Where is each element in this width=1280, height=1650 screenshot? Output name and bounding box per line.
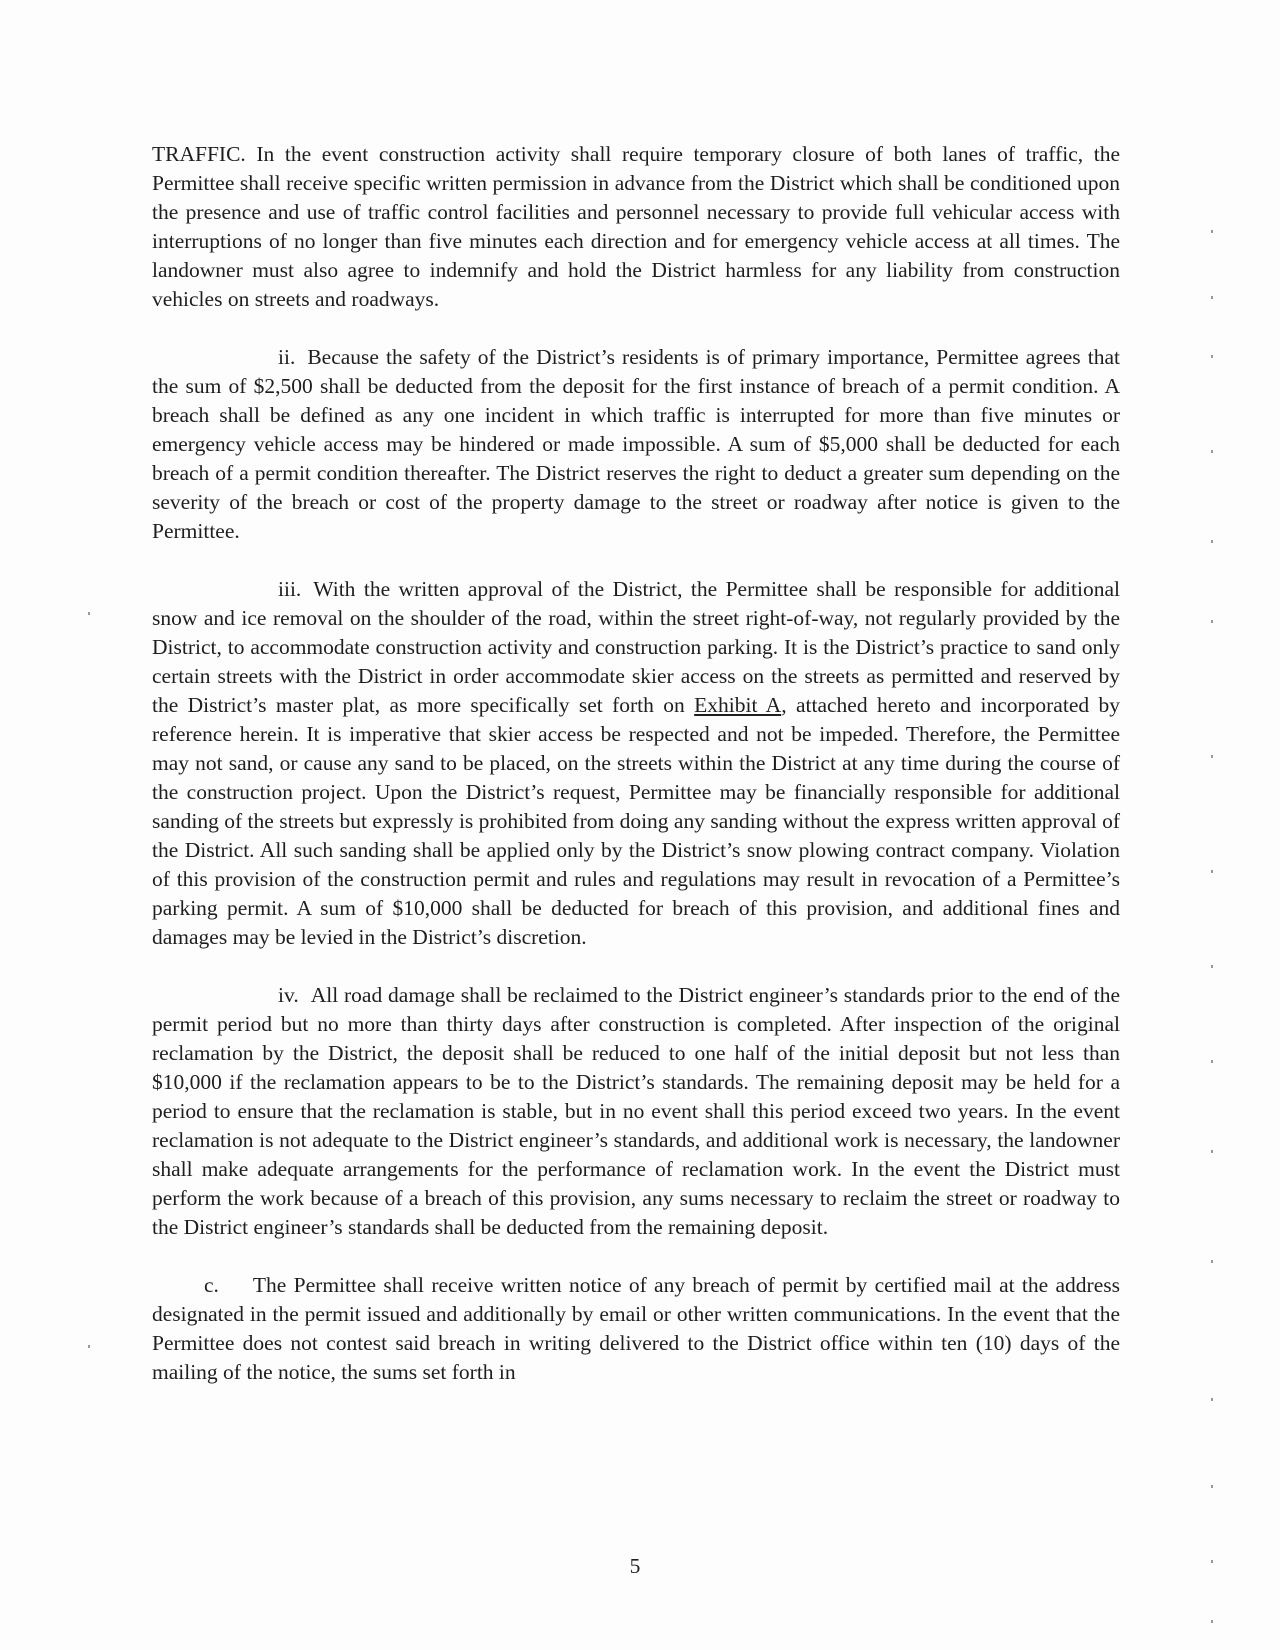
scan-speck <box>1211 540 1213 543</box>
scan-speck <box>1211 620 1213 623</box>
scan-speck <box>1211 755 1213 758</box>
page-number: 5 <box>629 1554 641 1578</box>
paragraph-iv-label: iv. <box>278 983 299 1007</box>
scan-speck <box>1211 355 1213 358</box>
scan-speck <box>1211 1620 1213 1623</box>
scan-speck <box>1211 965 1213 968</box>
scan-speck <box>1211 1560 1213 1563</box>
scan-speck <box>1211 870 1213 873</box>
scan-speck <box>1211 230 1213 233</box>
scan-speck <box>1211 1398 1213 1401</box>
document-body <box>152 140 1120 1416</box>
paragraph-c-label: c. <box>204 1273 219 1297</box>
paragraph-ii-label: ii. <box>278 345 296 369</box>
scan-speck <box>1211 450 1213 453</box>
paragraph-c-text: The Permittee shall receive written notice of any breach of permit by certified mail at the address designated in the permit issued and additionally by email or other written communications. In the event that the Permittee does not contest said breach in writing delivered to the District office within ten (10) days of the mailing of the notice, the sums set forth in <box>152 1273 1120 1384</box>
paragraph-ii-text: Because the safety of the District’s residents is of primary importance, Permittee agrees that the sum of $2,500 shall be deducted from the deposit for the first instance of breach of a permit condition. A breach shall be defined as any one incident in which traffic is interrupted for more than five minutes or emergency vehicle access may be hindered or made impossible. A sum of $5,000 shall be deducted for each breach of a permit condition thereafter. The District reserves the right to deduct a greater sum depending on the severity of the breach or cost of the property damage to the street or roadway after notice is given to the Permittee. <box>152 345 1120 543</box>
paragraph-traffic: TRAFFIC. In the event construction activity shall require temporary closure of both lanes of traffic, the Permittee shall receive specific written permission in advance from the District which shall be conditioned upon the presence and use of traffic control facilities and personnel necessary to provide full vehicular access with interruptions of no longer than five minutes each direction and for emergency vehicle access at all times. The landowner must also agree to indemnify and hold the District harmless for any liability from construction vehicles on streets and roadways. <box>152 142 1120 311</box>
scan-speck <box>1211 1485 1213 1488</box>
scan-speck <box>1211 296 1213 299</box>
scan-speck <box>1211 1260 1213 1263</box>
scan-speck <box>88 1345 90 1348</box>
paragraph-iii-text-before: With the written approval of the District, the Permittee shall be responsible for additional snow and ice removal on the shoulder of the road, within the street right-of-way, not regularly provided by the District, to accommodate construction activity and construction parking. It is the District’s practice to sand only certain streets with the District in order accommodate skier access on the streets as permitted and reserved by the District’s master plat, as more specifically set forth on <box>152 577 1120 717</box>
scan-speck <box>1211 1150 1213 1153</box>
paragraph-iii <box>152 575 1120 952</box>
paragraph-iv-text: All road damage shall be reclaimed to the District engineer’s standards prior to the end of the permit period but no more than thirty days after construction is completed. After inspection of the original reclamation by the District, the deposit shall be reduced to one half of the initial deposit but not less than $10,000 if the reclamation appears to be to the District’s standards. The remaining deposit may be held for a period to ensure that the reclamation is stable, but in no event shall this period exceed two years. In the event reclamation is not adequate to the District engineer’s standards, and additional work is necessary, the landowner shall make adequate arrangements for the performance of reclamation work. In the event the District must perform the work because of a breach of this provision, any sums necessary to reclaim the street or roadway to the District engineer’s standards shall be deducted from the remaining deposit. <box>152 983 1120 1239</box>
paragraph-ii <box>152 343 1120 546</box>
scan-speck <box>1211 1060 1213 1063</box>
paragraph-c <box>152 1271 1120 1387</box>
paragraph-iv <box>152 981 1120 1242</box>
scan-speck <box>88 612 90 615</box>
exhibit-a-reference: Exhibit A <box>694 693 782 717</box>
paragraph-iii-text-after: , attached hereto and incorporated by reference herein. It is imperative that skier access be respected and not be impeded. Therefore, the Permittee may not sand, or cause any sand to be placed, on the streets within the District at any time during the course of the construction project. Upon the District’s request, Permittee may be financially responsible for additional sanding of the streets but expressly is prohibited from doing any sanding without the express written approval of the District. All such sanding shall be applied only by the District’s snow plowing contract company. Violation of this provision of the construction permit and rules and regulations may result in revocation of a Permittee’s parking permit. A sum of $10,000 shall be deducted for breach of this provision, and additional fines and damages may be levied in the District’s discretion. <box>152 693 1120 949</box>
paragraph-iii-label: iii. <box>278 577 302 601</box>
